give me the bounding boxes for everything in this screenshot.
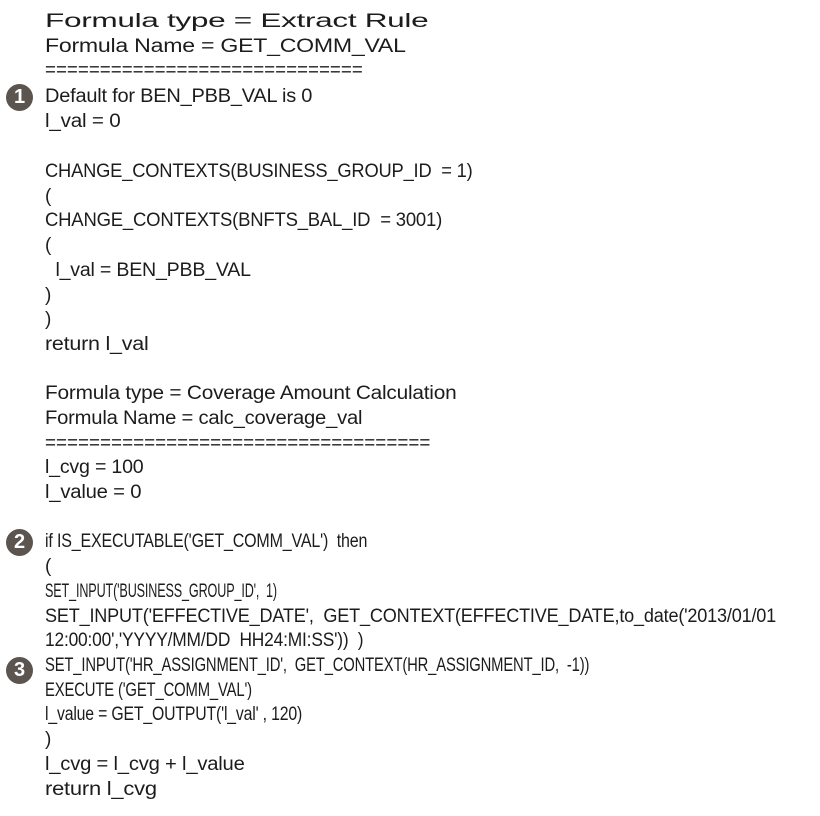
code-line: CHANGE_CONTEXTS(BNFTS_BAL_ID = 3001) (45, 210, 443, 231)
code-line: EXECUTE ('GET_COMM_VAL') (45, 680, 252, 701)
code-line: ( (45, 556, 52, 577)
code-line: ) (45, 309, 52, 330)
code-line: l_val = BEN_PBB_VAL (45, 260, 251, 281)
formula-type-line: Formula type = Extract Rule (45, 11, 429, 32)
callout-badge-2: 2 (6, 529, 33, 556)
code-line: 12:00:00','YYYY/MM/DD HH24:MI:SS')) ) (45, 630, 364, 651)
callout-badge-3: 3 (6, 657, 33, 684)
code-line: Default for BEN_PBB_VAL is 0 (45, 86, 313, 107)
code-line: ) (45, 729, 52, 750)
separator-line: =================================== (45, 433, 431, 454)
code-line: return l_val (45, 334, 149, 355)
code-line: l_cvg = l_cvg + l_value (45, 754, 245, 775)
formula-name-line: Formula Name = GET_COMM_VAL (45, 36, 406, 57)
code-line: CHANGE_CONTEXTS(BUSINESS_GROUP_ID = 1) (45, 161, 473, 182)
code-line: SET_INPUT('HR_ASSIGNMENT_ID', GET_CONTEXT(HR_ASSIGNMENT_ID, -1)) (45, 655, 590, 676)
formula-type-line: Formula type = Coverage Amount Calculation (45, 383, 457, 404)
code-line: return l_cvg (45, 779, 157, 800)
separator-line: ============================= (45, 60, 363, 81)
code-line: SET_INPUT('BUSINESS_GROUP_ID', 1) (45, 581, 277, 602)
code-line: if IS_EXECUTABLE('GET_COMM_VAL') then (45, 531, 368, 552)
callout-badge-1: 1 (6, 84, 33, 111)
code-line: SET_INPUT('EFFECTIVE_DATE', GET_CONTEXT(EFFECTIVE_DATE,to_date('2013/01/01 (45, 606, 777, 627)
formula-name-line: Formula Name = calc_coverage_val (45, 408, 363, 429)
code-line: ( (45, 186, 52, 207)
code-line: ( (45, 235, 52, 256)
code-line: l_value = 0 (45, 482, 142, 503)
code-line: l_cvg = 100 (45, 457, 144, 478)
code-line: l_val = 0 (45, 111, 121, 132)
code-line: ) (45, 285, 52, 306)
code-line: l_value = GET_OUTPUT('l_val' , 120) (45, 704, 303, 725)
